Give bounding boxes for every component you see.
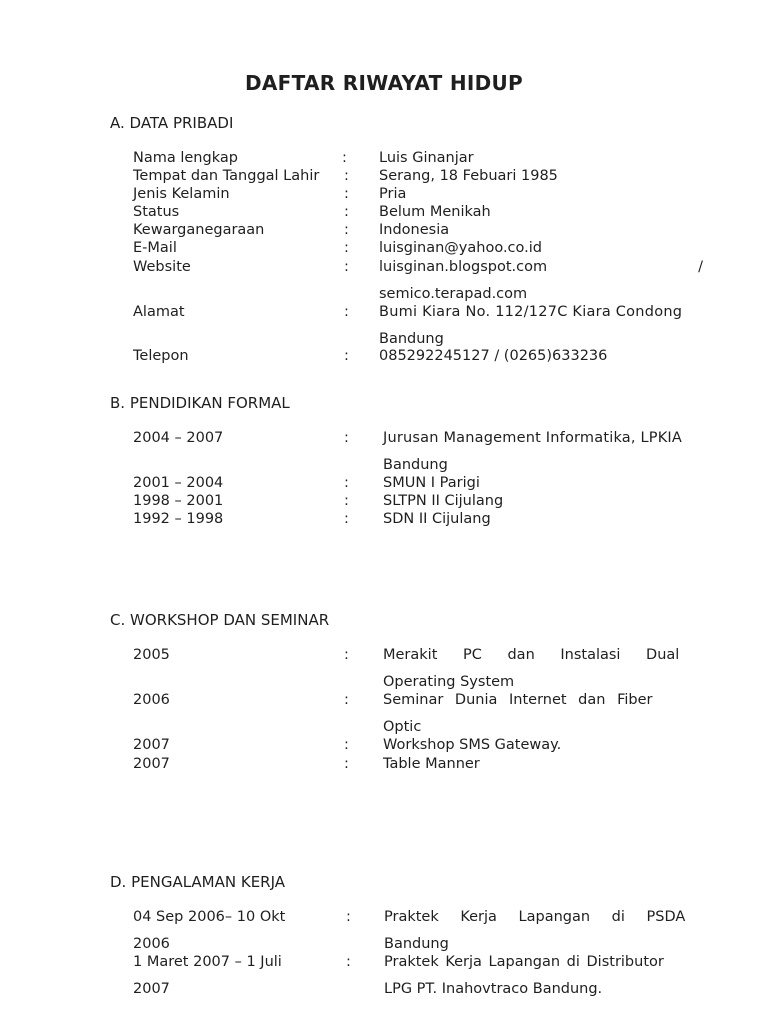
workshop-year: 2006 (133, 692, 170, 708)
education-institution-cont: Bandung (383, 457, 448, 473)
document-title: DAFTAR RIWAYAT HIDUP (244, 71, 524, 95)
label-alamat: Alamat (133, 304, 185, 320)
label-kewarganegaraan: Kewarganegaraan (133, 222, 265, 238)
section-heading-pendidikan: B. PENDIDIKAN FORMAL (110, 394, 290, 412)
colon: : (344, 493, 349, 509)
colon: : (342, 150, 347, 166)
workshop-title: Seminar Dunia Internet dan Fiber (383, 692, 653, 708)
value-telepon: 085292245127 / (0265)633236 (379, 348, 608, 364)
colon: : (344, 348, 349, 364)
education-year: 2004 – 2007 (133, 430, 224, 446)
website-separator: / (698, 259, 703, 275)
section-heading-workshop: C. WORKSHOP DAN SEMINAR (110, 611, 330, 629)
workshop-year: 2005 (133, 647, 170, 663)
section-heading-data-pribadi: A. DATA PRIBADI (110, 114, 234, 132)
value-kewarganegaraan: Indonesia (379, 222, 450, 238)
education-year: 2001 – 2004 (133, 475, 224, 491)
value-jenis-kelamin: Pria (379, 186, 407, 202)
label-jenis-kelamin: Jenis Kelamin (133, 186, 230, 202)
label-email: E-Mail (133, 240, 177, 256)
value-nama: Luis Ginanjar (379, 150, 474, 166)
education-institution: SDN II Cijulang (383, 511, 491, 527)
value-website-line1 (379, 259, 703, 275)
education-institution: SLTPN II Cijulang (383, 493, 504, 509)
workshop-year: 2007 (133, 756, 170, 772)
value-ttl: Serang, 18 Febuari 1985 (379, 168, 558, 184)
label-ttl: Tempat dan Tanggal Lahir (133, 168, 320, 184)
section-heading-pengalaman: D. PENGALAMAN KERJA (110, 873, 286, 891)
education-year: 1992 – 1998 (133, 511, 224, 527)
value-alamat-line1: Bumi Kiara No. 112/127C Kiara Condong (379, 304, 683, 320)
label-nama: Nama lengkap (133, 150, 238, 166)
experience-date-cont: 2006 (133, 936, 170, 952)
colon: : (344, 475, 349, 491)
colon: : (344, 168, 349, 184)
colon: : (344, 430, 349, 446)
colon: : (344, 756, 349, 772)
value-email: luisginan@yahoo.co.id (379, 240, 542, 256)
colon: : (344, 647, 349, 663)
website-blogspot: luisginan.blogspot.com (379, 259, 548, 275)
experience-date: 1 Maret 2007 – 1 Juli (133, 954, 282, 970)
colon: : (346, 954, 351, 970)
education-institution: SMUN I Parigi (383, 475, 480, 491)
value-alamat-line2: Bandung (379, 331, 444, 347)
label-telepon: Telepon (133, 348, 189, 364)
colon: : (346, 909, 351, 925)
education-institution: Jurusan Management Informatika, LPKIA (383, 430, 683, 446)
label-website: Website (133, 259, 191, 275)
colon: : (344, 259, 349, 275)
experience-date: 04 Sep 2006– 10 Okt (133, 909, 286, 925)
experience-date-cont: 2007 (133, 981, 170, 997)
workshop-title: Merakit PC dan Instalasi Dual (383, 647, 680, 663)
colon: : (344, 304, 349, 320)
colon: : (344, 240, 349, 256)
education-year: 1998 – 2001 (133, 493, 224, 509)
colon: : (344, 511, 349, 527)
experience-title-cont: Bandung (384, 936, 449, 952)
workshop-title: Table Manner (383, 756, 480, 772)
colon: : (344, 222, 349, 238)
experience-title: Praktek Kerja Lapangan di PSDA (384, 909, 686, 925)
value-status: Belum Menikah (379, 204, 491, 220)
workshop-title-cont: Optic (383, 719, 422, 735)
experience-title: Praktek Kerja Lapangan di Distributor (384, 954, 664, 970)
workshop-title: Workshop SMS Gateway. (383, 737, 562, 753)
value-website-line2: semico.terapad.com (379, 286, 528, 302)
colon: : (344, 186, 349, 202)
colon: : (344, 692, 349, 708)
experience-title-cont: LPG PT. Inahovtraco Bandung. (384, 981, 603, 997)
label-status: Status (133, 204, 180, 220)
workshop-title-cont: Operating System (383, 674, 515, 690)
workshop-year: 2007 (133, 737, 170, 753)
colon: : (344, 737, 349, 753)
colon: : (344, 204, 349, 220)
